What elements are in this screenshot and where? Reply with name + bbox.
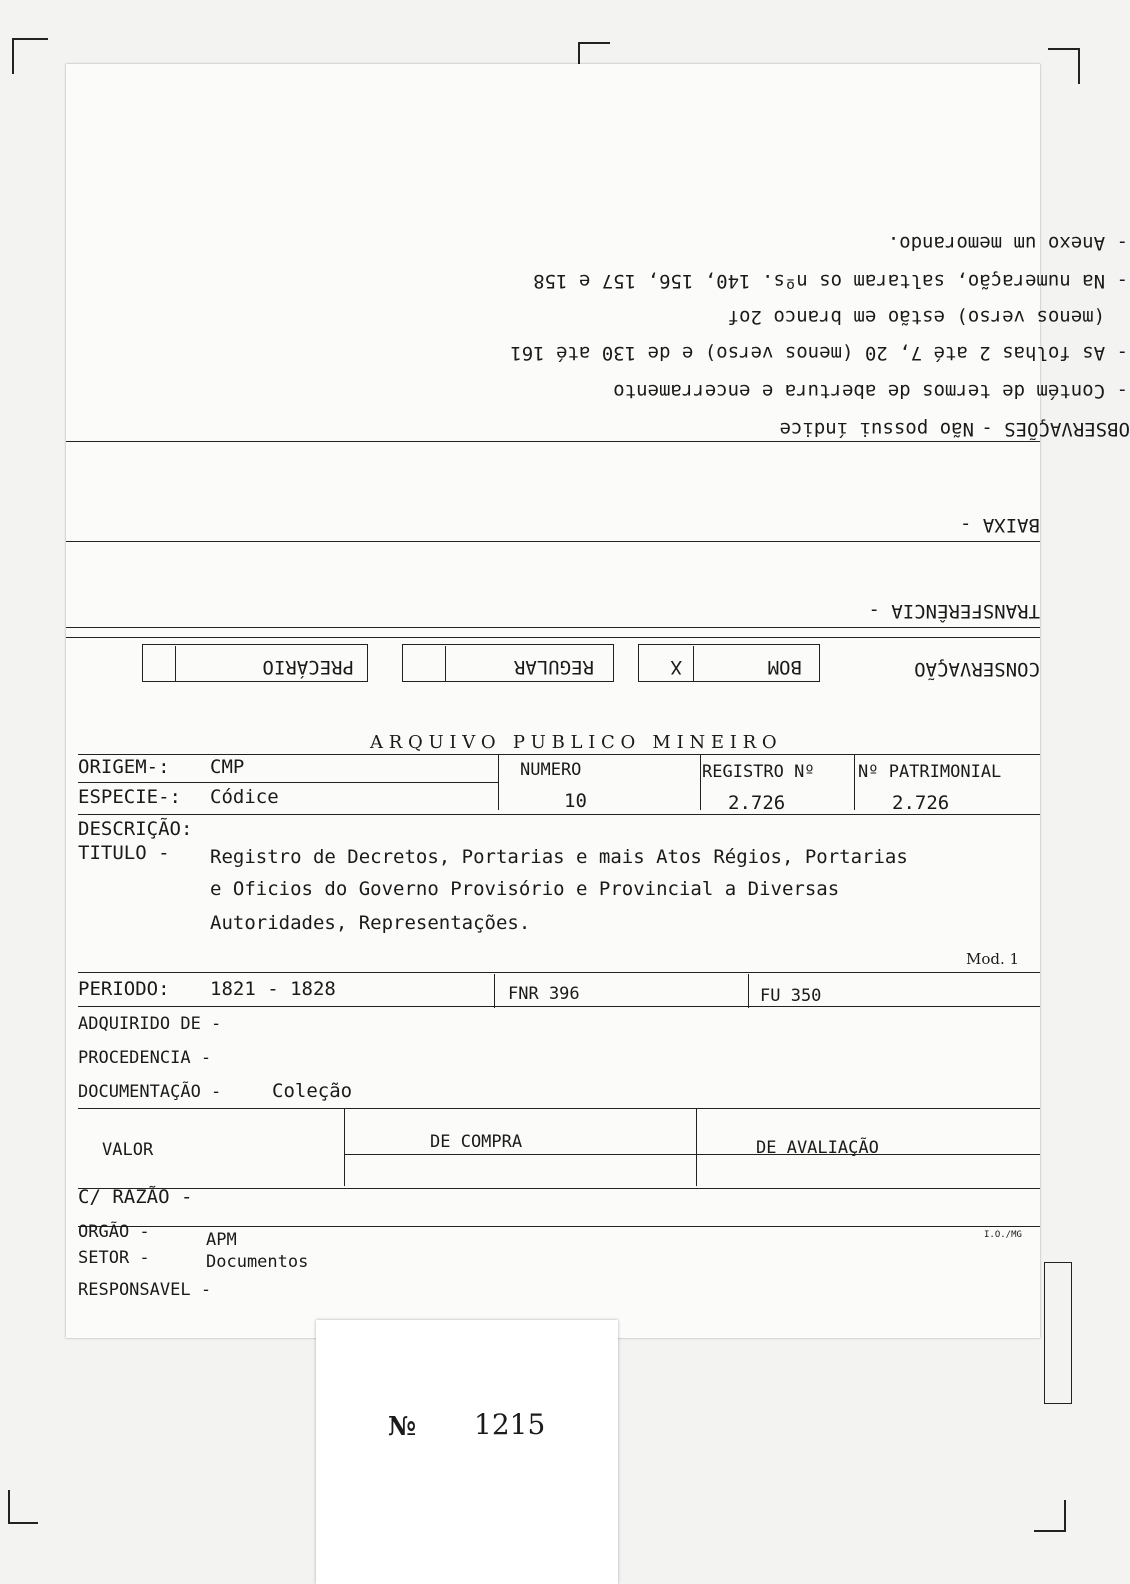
responsavel-label: RESPONSAVEL - bbox=[78, 1280, 212, 1300]
precario-label: PRECÁRIO bbox=[262, 656, 354, 678]
observacoes-line-3: - As folhas 2 até 7, 20 (menos verso) e de 130 até 161 bbox=[510, 342, 1128, 364]
io-mark: I.O./MG bbox=[984, 1230, 1022, 1240]
registro-value: 2.726 bbox=[728, 792, 786, 814]
fu-divider bbox=[748, 974, 749, 1008]
numero-label: NUMERO bbox=[520, 760, 582, 780]
titulo-label: TITULO - bbox=[78, 842, 170, 864]
especie-value: Códice bbox=[210, 786, 279, 808]
titulo-line-2: e Oficios do Governo Provisório e Provincial a Diversas bbox=[210, 878, 840, 900]
setor-label: SETOR - bbox=[78, 1248, 150, 1268]
razao-label: C/ RAZÃO - bbox=[78, 1186, 193, 1208]
conservacao-label: CONSERVAÇÃO bbox=[914, 658, 1040, 680]
crop-mark-bottom-left bbox=[8, 1490, 38, 1524]
row-rule-orgao bbox=[78, 1226, 1040, 1227]
patrimonial-value: 2.726 bbox=[892, 792, 950, 814]
bom-label: BOM bbox=[767, 656, 802, 678]
tag-number-symbol: № bbox=[388, 1412, 417, 1442]
registro-divider bbox=[700, 754, 701, 810]
especie-label: ESPECIE-: bbox=[78, 786, 181, 808]
baixa-label: BAIXA - bbox=[959, 514, 1040, 536]
row-rule-origem bbox=[78, 754, 1040, 755]
rotated-rule-4 bbox=[66, 637, 1040, 638]
patrimonial-label: Nº PATRIMONIAL bbox=[858, 762, 1002, 782]
orgao-label: ORGÃO - bbox=[78, 1222, 150, 1242]
setor-value: Documentos bbox=[206, 1252, 309, 1272]
patrimonial-divider bbox=[854, 754, 855, 810]
archive-name: A R Q U I V O P U B L I C O M I N E I R O bbox=[370, 732, 777, 753]
catalog-card bbox=[66, 64, 1130, 1338]
origem-label: ORIGEM-: bbox=[78, 756, 170, 778]
documentacao-value: Coleção bbox=[272, 1080, 353, 1102]
origem-value: CMP bbox=[210, 756, 245, 778]
observacoes-line-2: - Contém de termos de abertura e encerramento bbox=[613, 380, 1128, 402]
valor-mid-rule bbox=[344, 1154, 1040, 1155]
precario-divider bbox=[175, 646, 176, 682]
periodo-value: 1821 - 1828 bbox=[210, 978, 336, 1000]
crop-mark-bottom-right bbox=[1034, 1500, 1066, 1532]
orgao-value: APM bbox=[206, 1230, 237, 1250]
procedencia-label: PROCEDENCIA - bbox=[78, 1048, 212, 1068]
rotated-rule-3 bbox=[66, 627, 1040, 628]
crop-mark-top-left bbox=[12, 38, 48, 74]
fu-value: FU 350 bbox=[760, 986, 822, 1006]
row-rule-adquirido bbox=[78, 1006, 1040, 1007]
rotated-rule-1 bbox=[66, 441, 1040, 442]
fnr-divider bbox=[494, 974, 495, 1008]
row-rule-especie bbox=[78, 782, 498, 783]
valor-label: VALOR bbox=[102, 1140, 154, 1160]
mod-label: Mod. 1 bbox=[966, 950, 1020, 968]
fnr-value: FNR 396 bbox=[508, 984, 580, 1004]
numero-value: 10 bbox=[564, 790, 587, 812]
titulo-line-1: Registro de Decretos, Portarias e mais Atos Régios, Portarias bbox=[210, 846, 908, 868]
periodo-label: PERIODO: bbox=[78, 978, 170, 1000]
observacoes-line-5: - Na numeração, saltaram os nºs. 140, 156, 157 e 158 bbox=[533, 270, 1128, 292]
bom-checkmark: X bbox=[670, 656, 682, 678]
valor-top-rule bbox=[78, 1108, 1040, 1109]
descricao-label: DESCRIÇÃO: bbox=[78, 818, 193, 840]
transferencia-label: TRANSFERÊNCIA - bbox=[868, 600, 1040, 622]
tag-number: 1215 bbox=[474, 1408, 546, 1441]
observacoes-label: OBSERVAÇÕES - bbox=[981, 418, 1130, 440]
rotated-section bbox=[66, 64, 1130, 704]
side-frame bbox=[1044, 1262, 1072, 1404]
row-rule-periodo bbox=[78, 972, 1040, 973]
de-avaliacao-label: DE AVALIAÇÃO bbox=[756, 1138, 879, 1158]
bom-divider bbox=[693, 646, 694, 682]
regular-divider bbox=[445, 646, 446, 682]
crop-mark-top-right bbox=[1048, 48, 1080, 84]
adquirido-label: ADQUIRIDO DE - bbox=[78, 1014, 222, 1034]
observacoes-line-4: (menos verso) estão em branco 2of bbox=[727, 306, 1128, 328]
rotated-rule-2 bbox=[66, 541, 1040, 542]
number-tag bbox=[316, 1320, 618, 1584]
registro-label: REGISTRO Nº bbox=[702, 762, 815, 782]
valor-divider-2 bbox=[696, 1108, 697, 1186]
valor-divider-1 bbox=[344, 1108, 345, 1186]
observacoes-line-6: - Anexo um memorando. bbox=[887, 232, 1128, 254]
regular-label: REGULAR bbox=[513, 656, 594, 678]
de-compra-label: DE COMPRA bbox=[430, 1132, 523, 1152]
observacoes-line-1: Não possui índice bbox=[779, 418, 974, 440]
valor-bottom-rule bbox=[78, 1188, 1040, 1189]
numero-divider bbox=[498, 754, 499, 810]
documentacao-label: DOCUMENTAÇÃO - bbox=[78, 1082, 222, 1102]
row-rule-descricao bbox=[78, 814, 1040, 815]
titulo-line-3: Autoridades, Representações. bbox=[210, 912, 531, 934]
